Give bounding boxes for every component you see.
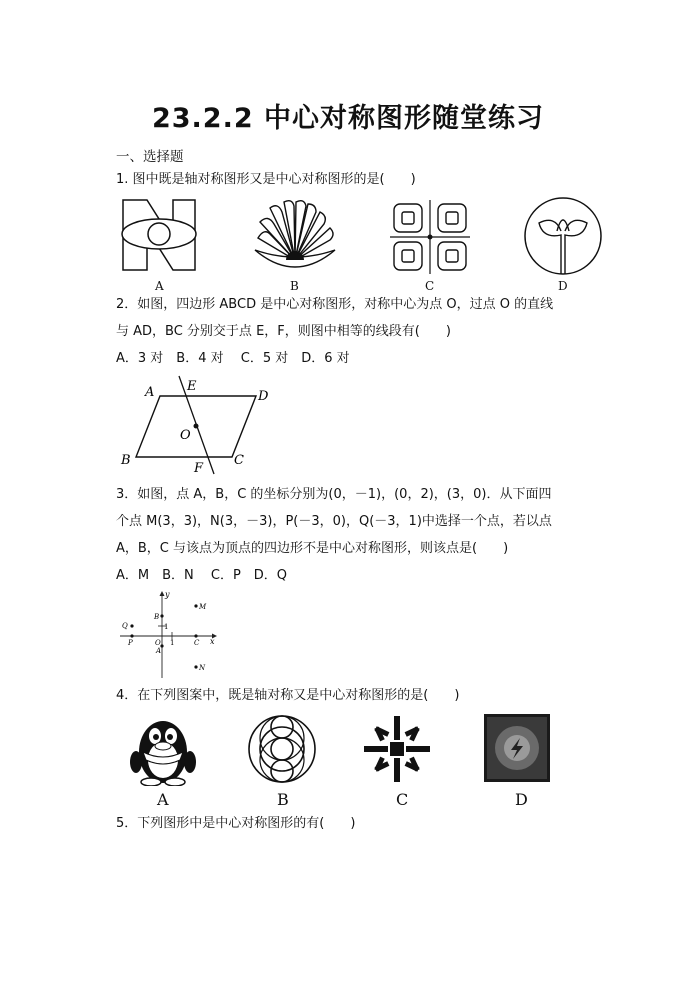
q3-label-q: Q: [122, 622, 128, 630]
q1-figure-d: [521, 195, 605, 277]
section-heading: 一、选择题: [116, 149, 184, 165]
q2-parallelogram-figure: [116, 374, 286, 476]
q1-figure-a: [120, 197, 200, 275]
page-title: 23.2.2 中心对称图形随堂练习: [151, 103, 545, 134]
q4-option-b-label: B: [277, 790, 289, 809]
q4-text: 4．在下列图案中，既是轴对称又是中心对称图形的是( ): [116, 688, 460, 703]
q4-figure-a-penguin: [130, 714, 196, 786]
q1-figure-c: [390, 200, 470, 274]
q4-figure-c-snowflake: [362, 714, 432, 784]
q3-label-c: C: [194, 639, 200, 647]
q3-line3: A，B，C 与该点为顶点的四边形不是中心对称图形，则该点是( ): [116, 541, 509, 556]
q1-figure-b: [250, 198, 340, 274]
q1-text: 1. 图中既是轴对称图形又是中心对称图形的是( ): [116, 172, 416, 187]
q3-label-a: A: [156, 647, 162, 655]
q1-option-b-label: B: [290, 279, 299, 293]
q3-line2: 个点 M(3，3)，N(3，－3)，P(－3，0)，Q(－3，1)中选择一个点，若以点: [116, 514, 552, 529]
q2-label-e: E: [187, 379, 197, 394]
q2-label-f: F: [194, 461, 204, 476]
q3-tick-y1: 1: [164, 623, 169, 631]
q2-line2: 与 AD，BC 分别交于点 E，F，则图中相等的线段有( ): [116, 324, 451, 339]
q2-label-o: O: [180, 428, 191, 443]
q4-figure-d-photo: [484, 714, 550, 782]
q3-coordinate-figure: [118, 590, 220, 680]
q3-label-x: x: [210, 637, 215, 646]
q3-tick-x1: 1: [170, 639, 175, 647]
q2-label-a: A: [145, 385, 155, 400]
q5-text: 5．下列图形中是中心对称图形的有( ): [116, 816, 356, 831]
q3-label-y: y: [165, 590, 170, 599]
q2-line1: 2．如图，四边形 ABCD 是中心对称图形，对称中心为点 O，过点 O 的直线: [116, 297, 554, 312]
q2-label-b: B: [121, 453, 131, 468]
q3-label-b: B: [154, 613, 160, 621]
q2-label-c: C: [234, 453, 244, 468]
q3-label-p: P: [128, 639, 133, 647]
q1-option-d-label: D: [558, 279, 568, 293]
q4-option-c-label: C: [396, 790, 409, 809]
q3-label-n: N: [199, 664, 206, 672]
q2-label-d: D: [258, 389, 269, 404]
q1-option-a-label: A: [155, 279, 164, 293]
q3-label-m: M: [199, 603, 207, 611]
q4-option-a-label: A: [157, 790, 169, 809]
q1-option-c-label: C: [425, 279, 435, 293]
q2-choices: A．3 对 B．4 对 C．5 对 D．6 对: [116, 351, 350, 366]
q3-line1: 3．如图，点 A，B，C 的坐标分别为(0，－1)，(0，2)，(3，0)．从下面四: [116, 487, 552, 502]
q3-choices: A．M B．N C．P D．Q: [116, 568, 288, 583]
q4-figure-b-circles: [247, 712, 317, 786]
q4-option-d-label: D: [515, 790, 528, 809]
q3-label-o: O: [155, 639, 161, 647]
